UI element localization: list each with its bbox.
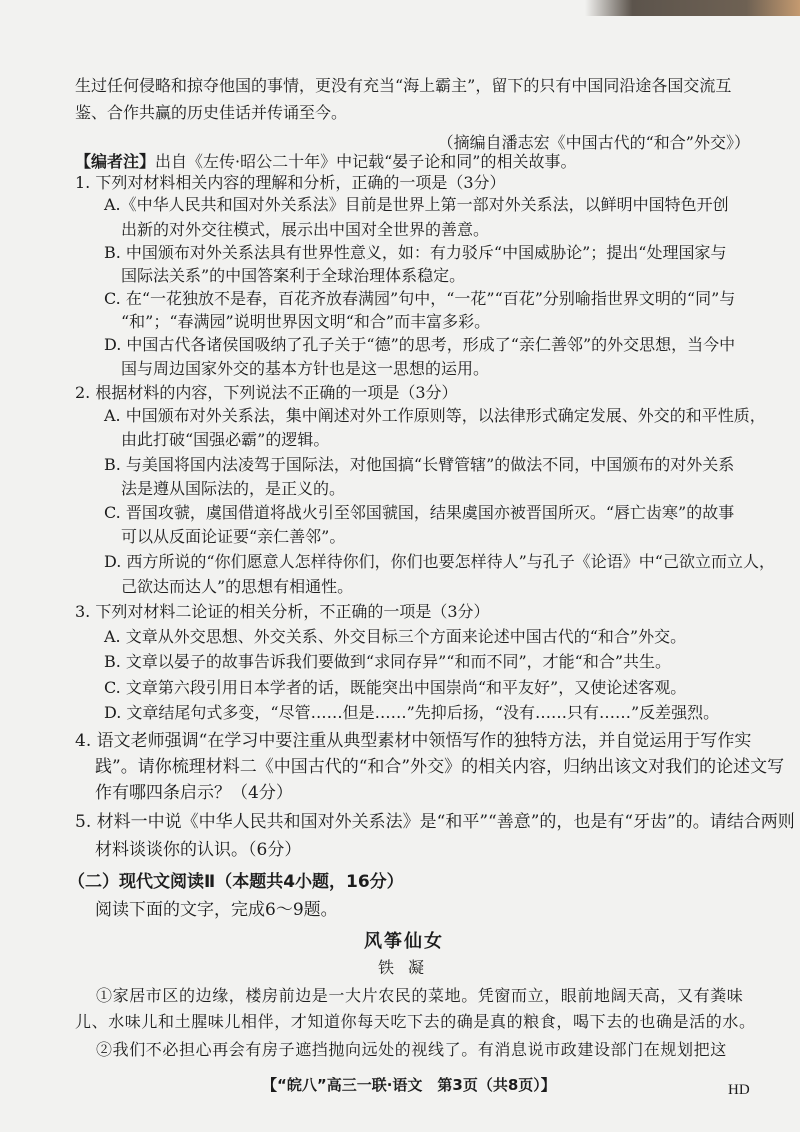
page-footer: 【“皖八”高三一联·语文 第3页（共8页）】 — [262, 1076, 556, 1094]
q5-line-1: 5. 材料一中说《中华人民共和国对外关系法》是“和平”“善意”的，也是有“牙齿”的。请结合两则 — [75, 812, 795, 832]
material-source: （摘编自潘志宏《中国古代的“和合”外交》） — [437, 133, 750, 152]
q2-option-c-line-2: 可以从反面论证要“亲仁善邻”。 — [121, 527, 346, 546]
q1-option-c-line-1: C. 在“一花独放不是春，百花齐放春满园”句中，“一花”“百花”分别喻指世界文明的“同”与 — [104, 289, 736, 308]
passage-paragraph-1-line-2: 儿、水味儿和土腥味儿相伴，才知道你每天吃下去的确是真的粮食，喝下去的也确是活的水。 — [75, 1012, 756, 1031]
q2-stem: 2. 根据材料的内容，下列说法不正确的一项是（3分） — [75, 383, 458, 402]
q1-option-c-line-2: “和”；“春满园”说明世界因文明“和合”而丰富多彩。 — [121, 312, 491, 331]
q3-option-d: D. 文章结尾句式多变，“尽管……但是……”先抑后扬，“没有……只有……”反差强烈。 — [104, 703, 720, 722]
q5-line-2: 材料谈谈你的认识。（6分） — [95, 840, 302, 860]
q2-option-a-line-2: 由此打破“国强必霸”的逻辑。 — [121, 430, 330, 449]
editor-note — [75, 151, 576, 173]
q3-option-a: A. 文章从外交思想、外交关系、外交目标三个方面来论述中国古代的“和合”外交。 — [104, 627, 687, 646]
material-line-2: 鉴、合作共赢的历史佳话并传诵至今。 — [75, 103, 348, 122]
q1-option-b-line-2: 国际法关系”的中国答案利于全球治理体系稳定。 — [121, 266, 466, 285]
editor-note-label: 【编者注】 — [75, 152, 156, 171]
q2-option-d-line-2: 己欲达而达人”的思想有相通性。 — [121, 577, 354, 596]
q1-option-a-line-1: A.《中华人民共和国对外关系法》目前是世界上第一部对外关系法，以鲜明中国特色开创 — [104, 195, 729, 214]
passage-author: 铁凝 — [378, 958, 439, 977]
q3-option-c: C. 文章第六段引用日本学者的话，既能突出中国崇尚“和平友好”，又使论述客观。 — [104, 678, 687, 697]
q3-stem: 3. 下列对材料二论证的相关分析，不正确的一项是（3分） — [75, 602, 490, 621]
passage-paragraph-2-line-1: ②我们不必担心再会有房子遮挡抛向远处的视线了。有消息说市政建设部门在规划把这 — [96, 1040, 727, 1059]
q1-option-d-line-1: D. 中国古代各诸侯国吸纳了孔子关于“德”的思考，形成了“亲仁善邻”的外交思想，当今中 — [104, 335, 736, 354]
scan-edge-shadow — [585, 0, 800, 16]
q2-option-b-line-1: B. 与美国将国内法凌驾于国际法，对他国搞“长臂管辖”的做法不同，中国颁布的对外关系 — [104, 455, 735, 474]
q2-option-d-line-1: D. 西方所说的“你们愿意人怎样待你们，你们也要怎样待人”与孔子《论语》中“己欲立而立人， — [104, 552, 775, 571]
paper-code: HD — [728, 1082, 750, 1098]
q1-option-b-line-1: B. 中国颁布对外关系法具有世界性意义，如：有力驳斥“中国威胁论”；提出“处理国家与 — [104, 243, 727, 262]
material-line-1: 生过任何侵略和掠夺他国的事情，更没有充当“海上霸主”，留下的只有中国同沿途各国交流互 — [75, 76, 732, 95]
q2-option-c-line-1: C. 晋国攻虢，虞国借道将战火引至邻国虢国，结果虞国亦被晋国所灭。“唇亡齿寒”的故事 — [104, 503, 735, 522]
q4-line-3: 作有哪四条启示？（4分） — [95, 783, 293, 803]
passage-paragraph-1-line-1: ①家居市区的边缘，楼房前边是一大片农民的菜地。凭窗而立，眼前地阔天高，又有粪味 — [96, 986, 744, 1005]
reading-instruction: 阅读下面的文字，完成6～9题。 — [95, 900, 338, 920]
q3-option-b: B. 文章以晏子的故事告诉我们要做到“求同存异”“和而不同”，才能“和合”共生。 — [104, 652, 672, 671]
passage-title: 风筝仙女 — [364, 931, 444, 952]
section-heading: （二）现代文阅读Ⅱ（本题共4小题，16分） — [68, 872, 404, 892]
q2-option-a-line-1: A. 中国颁布对外关系法，集中阐述对外工作原则等，以法律形式确定发展、外交的和平性质， — [104, 406, 766, 425]
q4-line-2: 践”。请你梳理材料二《中国古代的“和合”外交》的相关内容，归纳出该文对我们的论述文写 — [95, 757, 785, 777]
editor-note-text: 出自《左传·昭公二十年》中记载“晏子论和同”的相关故事。 — [155, 152, 577, 171]
q1-option-a-line-2: 出新的对外交往模式，展示出中国对全世界的善意。 — [121, 220, 490, 239]
q4-line-1: 4. 语文老师强调“在学习中要注重从典型素材中领悟写作的独特方法，并自觉运用于写作实 — [75, 731, 752, 751]
q2-option-b-line-2: 法是遵从国际法的，是正义的。 — [121, 479, 346, 498]
q1-stem: 1. 下列对材料相关内容的理解和分析，正确的一项是（3分） — [75, 173, 506, 192]
q1-option-d-line-2: 国与周边国家外交的基本方针也是这一思想的运用。 — [121, 359, 490, 378]
